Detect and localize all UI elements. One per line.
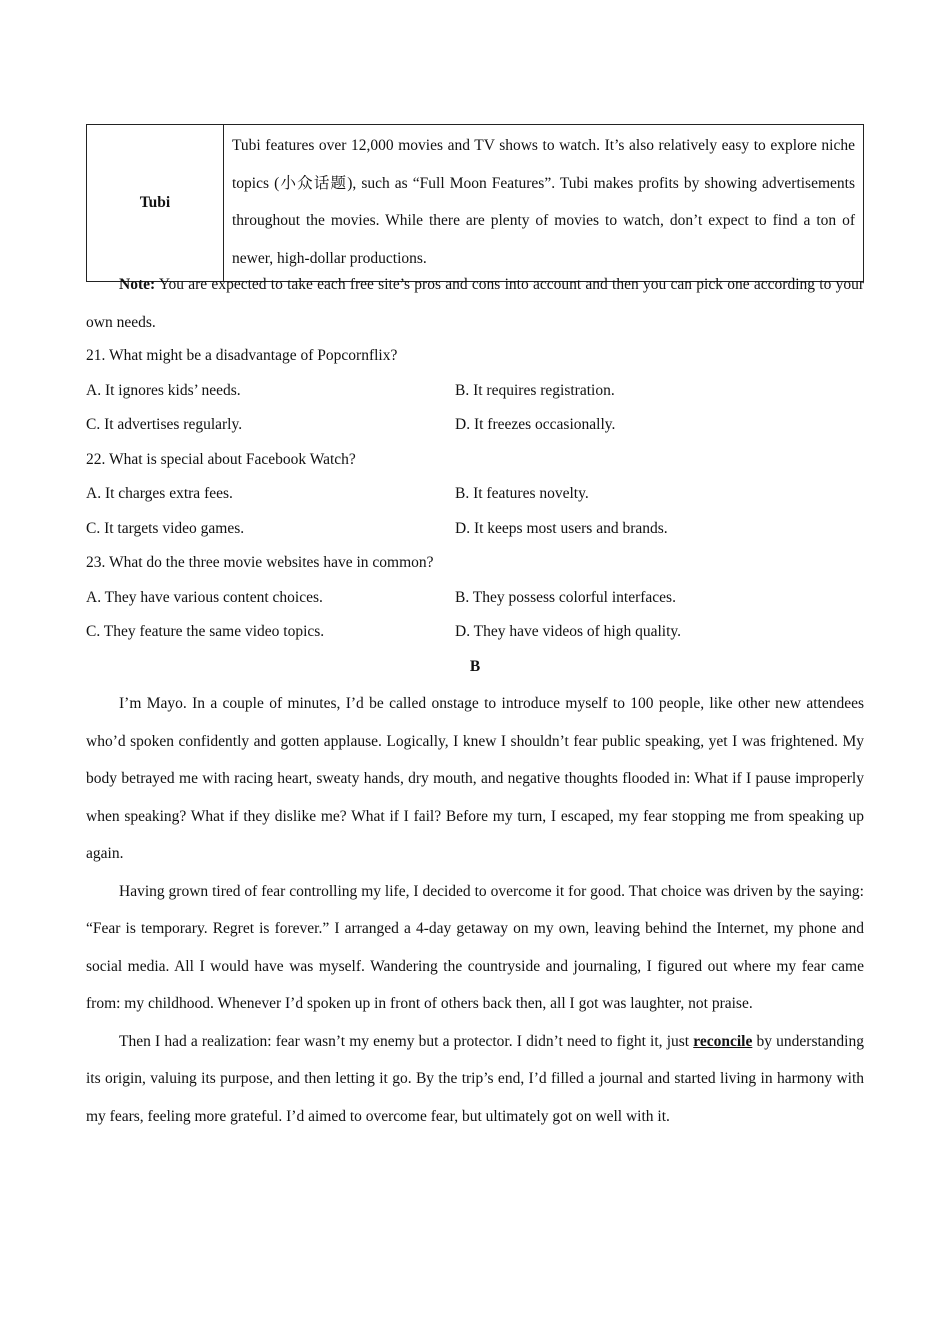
question-stem: 21. What might be a disadvantage of Popcornflix? [86, 347, 398, 364]
option: B. They possess colorful interfaces. [455, 588, 676, 606]
questions-block [86, 339, 864, 684]
option: A. It charges extra fees. [86, 485, 233, 502]
option: B. It requires registration. [455, 381, 615, 399]
passage-paragraph-3 [86, 1023, 864, 1136]
passage-paragraph-2: Having grown tired of fear controlling my life, I decided to overcome it for good. That choice was driven by the saying: “Fear is temporary. Regret is forever.” I arranged a 4-day getaway on my own, leaving behind the Internet, my phone and social media. All I would have was myself. Wandering the countryside and journaling, I figured out where my fear came from: my childhood. Whenever I’d spoken up in front of others back then, all I got was laughter, not praise. [86, 882, 864, 1012]
option: C. They feature the same video topics. [86, 623, 325, 640]
option: B. It features novelty. [455, 485, 589, 502]
option: D. It keeps most users and brands. [455, 519, 668, 537]
question-stem: 23. What do the three movie websites have in common? [86, 554, 434, 571]
site-table [86, 124, 864, 282]
option: D. They have videos of high quality. [455, 623, 681, 640]
table-row [87, 125, 864, 282]
note-paragraph [86, 266, 864, 341]
options-grid [86, 374, 864, 443]
underlined-word: reconcile [693, 1032, 753, 1050]
p3-before: Then I had a realization: fear wasn’t my enemy but a protector. I didn’t need to fight it, just [119, 1032, 694, 1050]
passage-b [86, 685, 864, 1135]
site-description-cell: Tubi features over 12,000 movies and TV shows to watch. It’s also relatively easy to explore niche topics (小众话题), such as “Full Moon Features”. Tubi makes profits by showing advertisements throughout the movies. While there are plenty of movies to watch, don’t expect to find a ton of newer, high-dollar productions. [224, 125, 864, 282]
passage-paragraph-1: I’m Mayo. In a couple of minutes, I’d be called onstage to introduce myself to 100 people, like other new attendees who’d spoken confidently and gotten applause. Logically, I knew I shouldn’t fear public speaking, yet I was frightened. My body betrayed me with racing heart, sweaty hands, dry mouth, and negative thoughts flooded in: What if I pause improperly when speaking? What if they dislike me? What if I fail? Before my turn, I escaped, my fear stopping me from speaking up again. [86, 695, 864, 862]
p3-after: by understanding its origin, valuing its purpose, and then letting it go. By the trip’s end, I’d filled a journal and started living in harmony with my fears, feeling more grateful. I’d aimed to overcome fear, but ultimately got on well with it. [86, 1032, 864, 1125]
options-grid [86, 477, 864, 546]
note-text: You are expected to take each free site’s pros and cons into account and then you can pick one according to your own needs. [86, 276, 864, 331]
section-heading: B [469, 657, 481, 675]
option: A. It ignores kids’ needs. [86, 381, 241, 399]
option: C. It targets video games. [86, 519, 245, 537]
note-label: Note: [119, 276, 156, 293]
options-grid [86, 581, 864, 650]
option: D. It freezes occasionally. [455, 416, 616, 433]
option: A. They have various content choices. [86, 588, 323, 606]
question-stem: 22. What is special about Facebook Watch? [86, 450, 356, 468]
site-name-cell: Tubi [87, 125, 224, 282]
option: C. It advertises regularly. [86, 416, 243, 433]
